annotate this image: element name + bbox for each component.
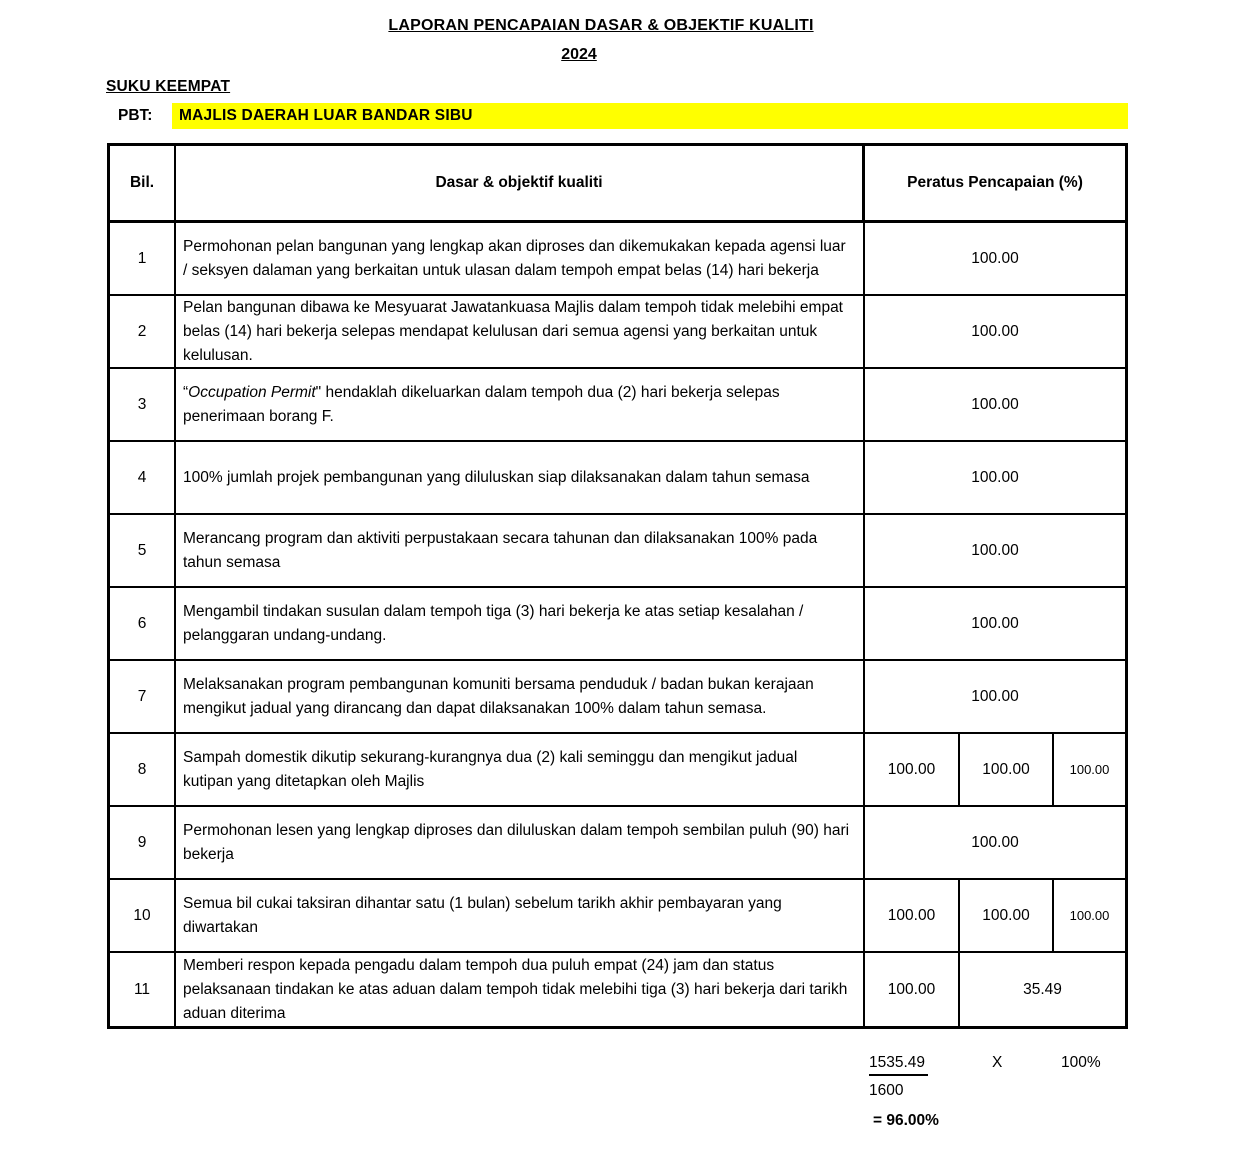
- table-row: [110, 296, 1125, 369]
- row-number: 4: [110, 442, 176, 513]
- row-description-text: [183, 381, 851, 429]
- table-row: [110, 223, 1125, 296]
- quarter-heading: SUKU KEEMPAT: [106, 78, 231, 95]
- percent-cell-group: [865, 734, 1125, 805]
- column-header-dasar: Dasar & objektif kualiti: [176, 146, 865, 220]
- column-header-bil: Bil.: [110, 146, 176, 220]
- percent-cell-group: [865, 369, 1125, 440]
- percent-value: 100.00: [971, 833, 1019, 851]
- multiply-sign: X: [992, 1054, 1003, 1071]
- row-description-text: [183, 527, 851, 575]
- percent-value: 100.00: [971, 541, 1019, 559]
- text-segment: Sampah domestik dikutip sekurang-kurangnya dua (2) kali seminggu dan mengikut jadual kutipan yang ditetapkan oleh Majlis: [183, 748, 798, 790]
- row-description-text: [183, 296, 851, 368]
- row-description: [176, 296, 865, 367]
- text-segment: Mengambil tindakan susulan dalam tempoh tiga (3) hari bekerja ke atas setiap kesalahan / pelanggaran undang-undang.: [183, 602, 804, 644]
- row-number: 3: [110, 369, 176, 440]
- row-description-text: [183, 954, 851, 1026]
- percent-value: 100.00: [958, 880, 1052, 951]
- percent-value: 100.00: [887, 760, 936, 778]
- table-row: [110, 588, 1125, 661]
- text-segment: 100% jumlah projek pembangunan yang diluluskan siap dilaksanakan dalam tahun semasa: [183, 468, 810, 486]
- table-row: [110, 515, 1125, 588]
- text-segment: Melaksanakan program pembangunan komuniti bersama penduduk / badan bukan kerajaan mengikut jadual yang dirancang dan dapat dilaksanakan 100% dalam tahun semasa.: [183, 675, 814, 717]
- pbt-label: PBT:: [118, 107, 153, 124]
- table-row: [110, 369, 1125, 442]
- percent-cell-group: [865, 223, 1125, 294]
- row-description-text: [183, 600, 851, 648]
- hundred-percent: 100%: [1061, 1054, 1101, 1071]
- row-description: [176, 807, 865, 878]
- text-segment: Memberi respon kepada pengadu dalam tempoh dua puluh empat (24) jam dan status pelaksanaan tindakan ke atas aduan dalam tempoh tidak melebihi tiga (3) hari bekerja dari tarikh aduan diterima: [183, 956, 848, 1022]
- text-segment: Semua bil cukai taksiran dihantar satu (1 bulan) sebelum tarikh akhir pembayaran yang diwartakan: [183, 894, 782, 936]
- table-row: [110, 880, 1125, 953]
- denominator-value: 1600: [869, 1082, 904, 1099]
- text-segment: Permohonan pelan bangunan yang lengkap akan diproses dan dikemukakan kepada agensi luar / seksyen dalaman yang berkaitan untuk ulasan dalam tempoh empat belas (14) hari bekerja: [183, 237, 846, 279]
- row-description: [176, 515, 865, 586]
- pbt-value-highlight: MAJLIS DAERAH LUAR BANDAR SIBU: [172, 103, 1128, 129]
- percent-value: 100.00: [971, 468, 1019, 486]
- percent-cell-group: [865, 880, 1125, 951]
- summary-calculation: [869, 1054, 1101, 1130]
- percent-value: 100.00: [971, 249, 1019, 267]
- row-description: [176, 734, 865, 805]
- percent-cell-group: [865, 661, 1125, 732]
- document-title: LAPORAN PENCAPAIAN DASAR & OBJEKTIF KUALITI: [388, 17, 814, 34]
- percent-value: 100.00: [887, 906, 936, 924]
- column-header-peratus: Peratus Pencapaian (%): [907, 174, 1083, 191]
- row-number: 11: [110, 953, 176, 1026]
- text-segment: Pelan bangunan dibawa ke Mesyuarat Jawatankuasa Majlis dalam tempoh tidak melebihi empat belas (14) hari bekerja selepas mendapat kelulusan dari semua agensi yang berkaitan untuk kelulusan.: [183, 298, 843, 364]
- percent-value: 100.00: [1052, 880, 1125, 951]
- percent-value: 100.00: [971, 322, 1019, 340]
- text-segment: Permohonan lesen yang lengkap diproses dan diluluskan dalam tempoh sembilan puluh (90) hari bekerja: [183, 821, 850, 863]
- percent-value: 100.00: [971, 395, 1019, 413]
- percent-cell-group: [865, 807, 1125, 878]
- percent-cell-group: [865, 588, 1125, 659]
- percent-cell-group: [865, 953, 1125, 1026]
- text-segment: " hendaklah dikeluarkan dalam tempoh dua (2) hari bekerja selepas penerimaan borang F.: [183, 383, 780, 425]
- percent-value: 100.00: [971, 614, 1019, 632]
- row-description: [176, 223, 865, 294]
- calculation-line: [869, 1054, 1101, 1078]
- row-number: 2: [110, 296, 176, 367]
- row-number: 9: [110, 807, 176, 878]
- italic-text-segment: Occupation Permit: [188, 383, 316, 401]
- table-row: [110, 661, 1125, 734]
- table-body: [110, 223, 1125, 1026]
- row-description: [176, 953, 865, 1026]
- percent-value: 100.00: [1052, 734, 1125, 805]
- row-description-text: [183, 892, 851, 940]
- row-description: [176, 442, 865, 513]
- row-description-text: [183, 819, 851, 867]
- row-number: 10: [110, 880, 176, 951]
- table-row: [110, 442, 1125, 515]
- text-segment: “: [183, 383, 189, 401]
- numerator-value: 1535.49: [869, 1054, 928, 1076]
- table-row: [110, 734, 1125, 807]
- percent-cell-group: [865, 442, 1125, 513]
- report-table: [107, 143, 1128, 1029]
- document-year: 2024: [561, 46, 597, 63]
- row-description: [176, 588, 865, 659]
- row-description-text: [183, 673, 851, 721]
- row-description-text: [183, 235, 851, 283]
- row-number: 1: [110, 223, 176, 294]
- table-row: [110, 953, 1125, 1026]
- row-number: 8: [110, 734, 176, 805]
- row-number: 5: [110, 515, 176, 586]
- percent-cell-group: [865, 515, 1125, 586]
- row-number: 6: [110, 588, 176, 659]
- percent-value: 35.49: [958, 953, 1125, 1026]
- percent-cell-group: [865, 296, 1125, 367]
- row-description: [176, 661, 865, 732]
- percent-value: 100.00: [971, 687, 1019, 705]
- text-segment: Merancang program dan aktiviti perpustakaan secara tahunan dan dilaksanakan 100% pada tahun semasa: [183, 529, 818, 571]
- result-value: = 96.00%: [873, 1112, 939, 1129]
- table-row: [110, 807, 1125, 880]
- row-description: [176, 880, 865, 951]
- percent-value: 100.00: [887, 980, 936, 998]
- percent-value: 100.00: [958, 734, 1052, 805]
- row-number: 7: [110, 661, 176, 732]
- pbt-row: [118, 102, 1128, 130]
- row-description: [176, 369, 865, 440]
- row-description-text: [183, 746, 851, 794]
- row-description-text: [183, 466, 809, 490]
- table-header-row: [110, 146, 1125, 223]
